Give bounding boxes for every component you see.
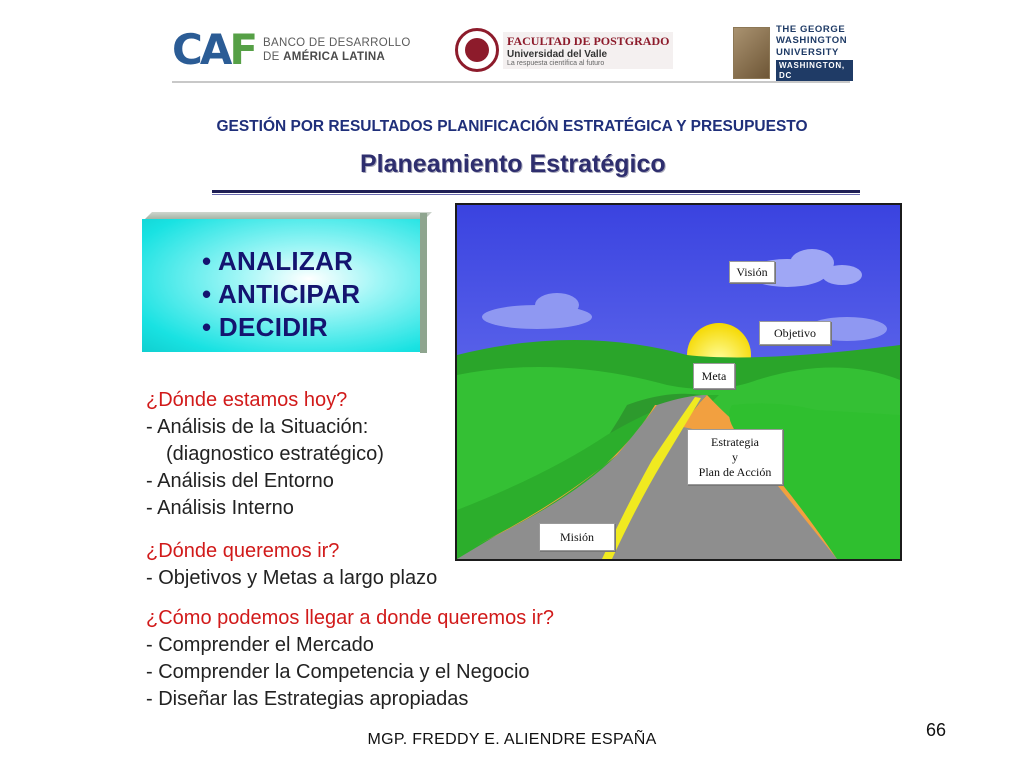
question-1: ¿Dónde estamos hoy?	[146, 389, 348, 411]
header-divider	[172, 81, 850, 83]
gw-line3: UNIVERSITY	[775, 46, 839, 58]
washington-portrait-icon	[733, 27, 770, 79]
road-scene-svg	[457, 205, 900, 559]
road-illustration	[455, 203, 902, 561]
label-estrategia	[687, 429, 783, 485]
bullet-anticipar: • ANTICIPAR	[202, 279, 361, 309]
slide-subtitle: Planeamiento Estratégico	[360, 150, 666, 178]
author-footer: MGP. FREDDY E. ALIENDRE ESPAÑA	[367, 731, 657, 748]
question-3: ¿Cómo podemos llegar a donde queremos ir?	[146, 607, 554, 629]
page-number: 66	[926, 720, 947, 740]
q1-item-4: - Análisis Interno	[146, 497, 294, 519]
q1-item-3: - Análisis del Entorno	[146, 470, 334, 492]
label-vision: Visión	[729, 261, 775, 283]
caf-mark-b: F	[229, 25, 256, 74]
question-block-1	[146, 387, 384, 522]
caf-line2-b: AMÉRICA LATINA	[283, 51, 386, 63]
subtitle-rule	[212, 190, 860, 193]
q2-item-1: - Objetivos y Metas a largo plazo	[146, 567, 438, 589]
bullet-analizar: • ANALIZAR	[202, 246, 354, 276]
label-meta: Meta	[693, 363, 735, 389]
facultad-postgrado-logo	[455, 28, 673, 72]
label-mision: Misión	[539, 523, 615, 551]
fp-tag: La respuesta científica al futuro	[507, 59, 605, 67]
question-2: ¿Dónde queremos ir?	[146, 540, 340, 562]
university-seal-icon	[455, 28, 499, 72]
q3-item-1: - Comprender el Mercado	[146, 634, 374, 656]
label-estrategia-1: Estrategia	[711, 435, 759, 449]
box-bevel-side	[420, 213, 427, 353]
caf-mark-a: CA	[172, 25, 230, 74]
q1-item-1: - Análisis de la Situación:	[146, 416, 369, 438]
label-objetivo: Objetivo	[759, 321, 831, 345]
caf-line2-a: DE	[263, 51, 284, 63]
key-actions-box	[142, 219, 420, 352]
header-logos	[172, 22, 850, 84]
gw-dc: WASHINGTON, DC	[776, 60, 853, 81]
slide-title: GESTIÓN POR RESULTADOS PLANIFICACIÓN ESTRATÉGICA Y PRESUPUESTO	[216, 118, 808, 135]
caf-logo	[172, 25, 411, 74]
gw-line1: THE GEORGE	[775, 24, 846, 35]
question-block-3	[146, 605, 554, 713]
q3-item-2: - Comprender la Competencia y el Negocio	[146, 661, 530, 683]
label-estrategia-2: y	[732, 450, 738, 464]
q1-item-2: (diagnostico estratégico)	[166, 443, 384, 465]
gw-line2: WASHINGTON	[775, 35, 848, 47]
caf-line1: BANCO DE DESARROLLO	[263, 36, 411, 49]
subtitle-rule-shadow	[212, 194, 860, 195]
question-block-2	[146, 538, 437, 592]
bullet-decidir: • DECIDIR	[202, 312, 328, 342]
fp-sub: Universidad del Valle	[507, 48, 608, 60]
label-estrategia-3: Plan de Acción	[698, 465, 772, 479]
gwu-logo	[733, 24, 853, 81]
q3-item-3: - Diseñar las Estrategias apropiadas	[146, 688, 469, 710]
fp-title: FACULTAD DE POSTGRADO	[507, 33, 670, 48]
